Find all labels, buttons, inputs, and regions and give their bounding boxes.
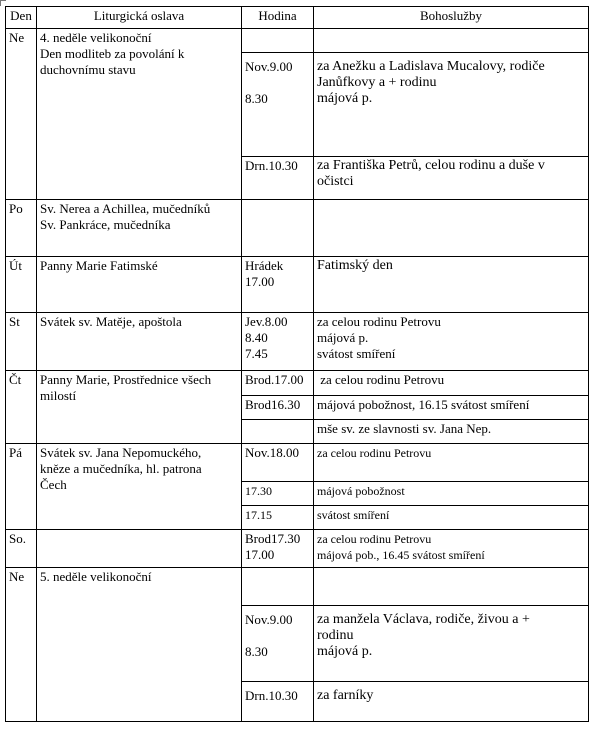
liturgy-cell: 4. neděle velikonoční Den modliteb za povolání k duchovnímu stavu	[37, 29, 242, 200]
service-cell: mše sv. ze slavnosti sv. Jana Nep.	[314, 420, 589, 444]
time-cell: Brod17.30 17.00	[242, 530, 314, 568]
liturgy-cell	[37, 530, 242, 568]
time-cell	[242, 420, 314, 444]
day-cell: Út	[6, 257, 37, 313]
service-cell: za Františka Petrů, celou rodinu a duše v očistci	[314, 157, 589, 200]
day-cell: Ne	[6, 29, 37, 200]
table-row	[6, 200, 589, 257]
time-cell: Brod.17.00	[242, 371, 314, 396]
liturgy-cell: Sv. Nerea a Achillea, mučedníků Sv. Pankráce, mučedníka	[37, 200, 242, 257]
table-row	[6, 568, 589, 606]
service-cell: za celou rodinu Petrovu	[314, 444, 589, 482]
table-row	[6, 313, 589, 371]
service-cell: za celou rodinu Petrovu májová pob., 16.45 svátost smíření	[314, 530, 589, 568]
time-cell: Drn.10.30	[242, 157, 314, 200]
table-row	[6, 371, 589, 396]
service-cell	[314, 568, 589, 606]
service-cell: Fatimský den	[314, 257, 589, 313]
day-cell: Ne	[6, 568, 37, 722]
service-cell: svátost smíření	[314, 506, 589, 530]
day-cell: So.	[6, 530, 37, 568]
service-cell: májová pobožnost	[314, 482, 589, 506]
time-cell: 17.30	[242, 482, 314, 506]
day-cell: Po	[6, 200, 37, 257]
header-bohosluzby: Bohoslužby	[314, 7, 589, 29]
liturgy-cell: Panny Marie, Prostřednice všech milostí	[37, 371, 242, 444]
time-cell: Hrádek 17.00	[242, 257, 314, 313]
time-cell: Nov.9.00 8.30	[242, 53, 314, 157]
table-row	[6, 257, 589, 313]
table-row	[6, 444, 589, 482]
header-hodina: Hodina	[242, 7, 314, 29]
day-cell: Pá	[6, 444, 37, 530]
time-cell	[242, 568, 314, 606]
time-cell: Nov.18.00	[242, 444, 314, 482]
liturgy-cell: 5. neděle velikonoční	[37, 568, 242, 722]
schedule-table	[5, 6, 589, 722]
service-cell: za celou rodinu Petrovu	[314, 371, 589, 396]
service-cell: za Anežku a Ladislava Mucalovy, rodiče Janůfkovy a + rodinu májová p.	[314, 53, 589, 157]
service-cell: za celou rodinu Petrovu májová p. svátost smíření	[314, 313, 589, 371]
time-cell: Jev.8.00 8.40 7.45	[242, 313, 314, 371]
time-cell	[242, 29, 314, 53]
header-den: Den	[6, 7, 37, 29]
liturgy-cell: Svátek sv. Matěje, apoštola	[37, 313, 242, 371]
liturgy-cell: Panny Marie Fatimské	[37, 257, 242, 313]
liturgy-cell: Svátek sv. Jana Nepomuckého, kněze a mučedníka, hl. patrona Čech	[37, 444, 242, 530]
service-cell	[314, 200, 589, 257]
service-cell: za manžela Václava, rodiče, živou a + rodinu májová p.	[314, 606, 589, 682]
time-cell: 17.15	[242, 506, 314, 530]
table-row	[6, 29, 589, 53]
table-row	[6, 530, 589, 568]
service-cell: za farníky	[314, 682, 589, 722]
day-cell: Čt	[6, 371, 37, 444]
time-cell	[242, 200, 314, 257]
service-cell	[314, 29, 589, 53]
time-cell: Drn.10.30	[242, 682, 314, 722]
service-cell: májová pobožnost, 16.15 svátost smíření	[314, 396, 589, 420]
time-cell: Nov.9.00 8.30	[242, 606, 314, 682]
header-row	[6, 7, 589, 29]
time-cell: Brod16.30	[242, 396, 314, 420]
day-cell: St	[6, 313, 37, 371]
header-liturgicka-oslava: Liturgická oslava	[37, 7, 242, 29]
